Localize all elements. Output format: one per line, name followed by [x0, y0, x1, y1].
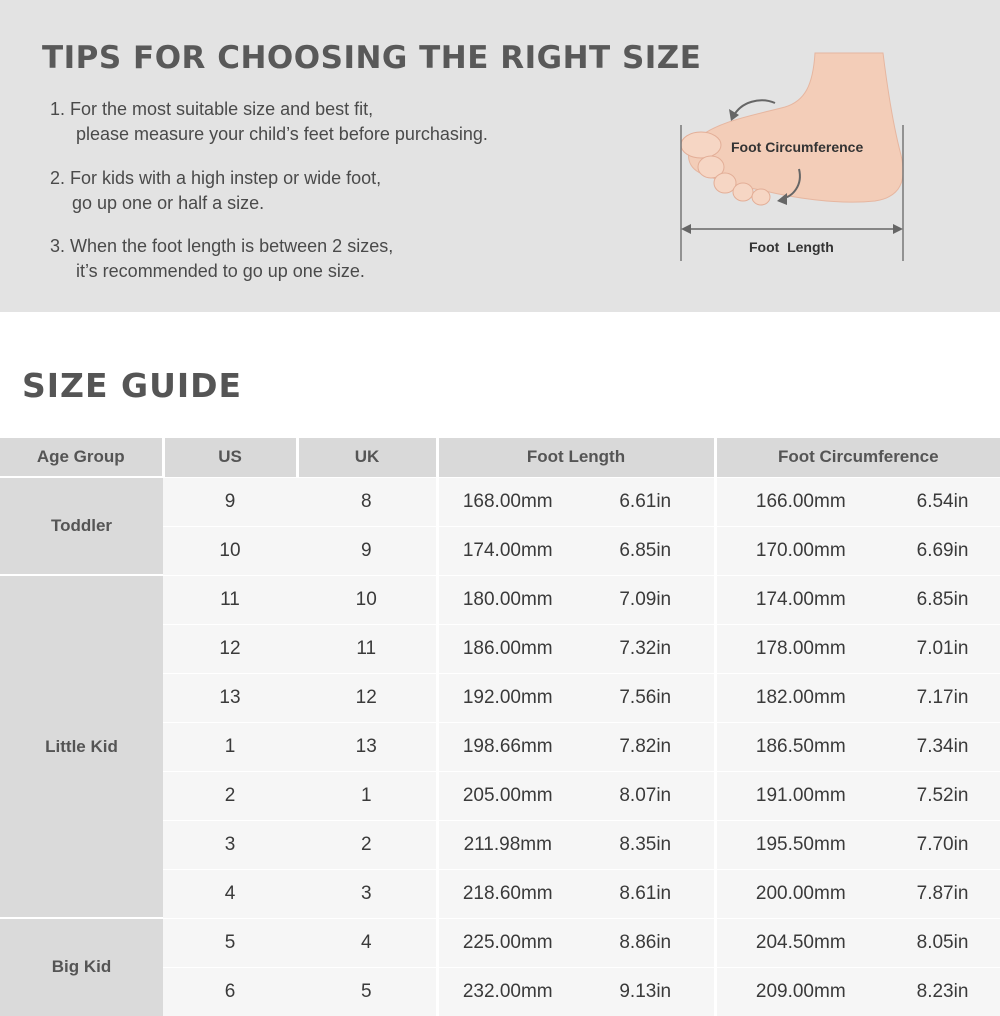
uk-cell: 5 [297, 967, 437, 1016]
us-cell: 1 [163, 722, 297, 771]
tip-line: 2. For kids with a high instep or wide foot, [50, 168, 382, 188]
circumference-mm-cell: 166.00mm [715, 477, 885, 526]
circumference-mm-cell: 204.50mm [715, 918, 885, 967]
length-in-cell: 8.61in [577, 869, 715, 918]
length-in-cell: 8.07in [577, 771, 715, 820]
tips-title: TIPS FOR CHOOSING THE RIGHT SIZE [42, 40, 702, 76]
length-mm-cell: 198.66mm [437, 722, 577, 771]
length-mm-cell: 192.00mm [437, 673, 577, 722]
length-mm-cell: 168.00mm [437, 477, 577, 526]
uk-cell: 11 [297, 624, 437, 673]
circumference-in-cell: 6.69in [885, 526, 1000, 575]
us-cell: 2 [163, 771, 297, 820]
uk-cell: 2 [297, 820, 437, 869]
circumference-mm-cell: 186.50mm [715, 722, 885, 771]
length-in-cell: 8.35in [577, 820, 715, 869]
foot-measurement-diagram [665, 45, 915, 270]
us-cell: 11 [163, 575, 297, 624]
circumference-in-cell: 7.52in [885, 771, 1000, 820]
length-in-cell: 9.13in [577, 967, 715, 1016]
foot-length-label: Foot Length [749, 239, 834, 255]
circumference-mm-cell: 191.00mm [715, 771, 885, 820]
tip-line: 1. For the most suitable size and best fit, [50, 99, 374, 119]
tip-item [50, 166, 381, 216]
circumference-in-cell: 7.70in [885, 820, 1000, 869]
arrowhead [681, 224, 691, 234]
tip-item [50, 234, 393, 284]
toe-shape [752, 189, 770, 205]
tip-line: it’s recommended to go up one size. [76, 261, 365, 281]
circumference-mm-cell: 178.00mm [715, 624, 885, 673]
circumference-in-cell: 7.17in [885, 673, 1000, 722]
table-row [0, 575, 1000, 624]
uk-cell: 9 [297, 526, 437, 575]
us-cell: 10 [163, 526, 297, 575]
circumference-mm-cell: 170.00mm [715, 526, 885, 575]
us-cell: 12 [163, 624, 297, 673]
us-cell: 3 [163, 820, 297, 869]
table-header-row [0, 438, 1000, 477]
circumference-in-cell: 6.54in [885, 477, 1000, 526]
uk-cell: 4 [297, 918, 437, 967]
tip-line: 3. When the foot length is between 2 sizes, [50, 236, 394, 256]
circumference-in-cell: 7.01in [885, 624, 1000, 673]
length-in-cell: 7.82in [577, 722, 715, 771]
length-mm-cell: 218.60mm [437, 869, 577, 918]
toe-shape [714, 173, 736, 193]
length-mm-cell: 232.00mm [437, 967, 577, 1016]
header-foot-circumference: Foot Circumference [715, 438, 1000, 477]
us-cell: 13 [163, 673, 297, 722]
us-cell: 9 [163, 477, 297, 526]
size-guide-table [0, 438, 1000, 1016]
length-in-cell: 7.56in [577, 673, 715, 722]
length-mm-cell: 180.00mm [437, 575, 577, 624]
arrowhead [893, 224, 903, 234]
circumference-mm-cell: 200.00mm [715, 869, 885, 918]
uk-cell: 10 [297, 575, 437, 624]
uk-cell: 13 [297, 722, 437, 771]
length-mm-cell: 211.98mm [437, 820, 577, 869]
toe-shape [733, 183, 753, 201]
circumference-in-cell: 8.05in [885, 918, 1000, 967]
length-in-cell: 6.61in [577, 477, 715, 526]
foot-circumference-label: Foot Circumference [731, 139, 864, 155]
length-in-cell: 6.85in [577, 526, 715, 575]
tip-item [50, 97, 488, 147]
circumference-mm-cell: 174.00mm [715, 575, 885, 624]
circumference-in-cell: 7.34in [885, 722, 1000, 771]
length-in-cell: 8.86in [577, 918, 715, 967]
length-in-cell: 7.32in [577, 624, 715, 673]
circumference-in-cell: 8.23in [885, 967, 1000, 1016]
us-cell: 4 [163, 869, 297, 918]
toe-shape [681, 132, 721, 158]
uk-cell: 3 [297, 869, 437, 918]
header-uk: UK [297, 438, 437, 477]
length-mm-cell: 205.00mm [437, 771, 577, 820]
age-group-cell: Toddler [0, 477, 163, 575]
length-mm-cell: 225.00mm [437, 918, 577, 967]
tip-line: please measure your child’s feet before purchasing. [76, 124, 488, 144]
us-cell: 5 [163, 918, 297, 967]
length-mm-cell: 174.00mm [437, 526, 577, 575]
uk-cell: 1 [297, 771, 437, 820]
size-guide-title: SIZE GUIDE [22, 366, 243, 405]
length-in-cell: 7.09in [577, 575, 715, 624]
age-group-cell: Little Kid [0, 575, 163, 918]
header-age-group: Age Group [0, 438, 163, 477]
circumference-mm-cell: 182.00mm [715, 673, 885, 722]
tips-panel [0, 0, 1000, 312]
circumference-in-cell: 6.85in [885, 575, 1000, 624]
header-foot-length: Foot Length [437, 438, 715, 477]
uk-cell: 8 [297, 477, 437, 526]
circumference-mm-cell: 195.50mm [715, 820, 885, 869]
table-row [0, 477, 1000, 526]
header-us: US [163, 438, 297, 477]
age-group-cell: Big Kid [0, 918, 163, 1016]
us-cell: 6 [163, 967, 297, 1016]
table-row [0, 918, 1000, 967]
uk-cell: 12 [297, 673, 437, 722]
circumference-in-cell: 7.87in [885, 869, 1000, 918]
length-mm-cell: 186.00mm [437, 624, 577, 673]
tip-line: go up one or half a size. [72, 193, 265, 213]
circumference-mm-cell: 209.00mm [715, 967, 885, 1016]
